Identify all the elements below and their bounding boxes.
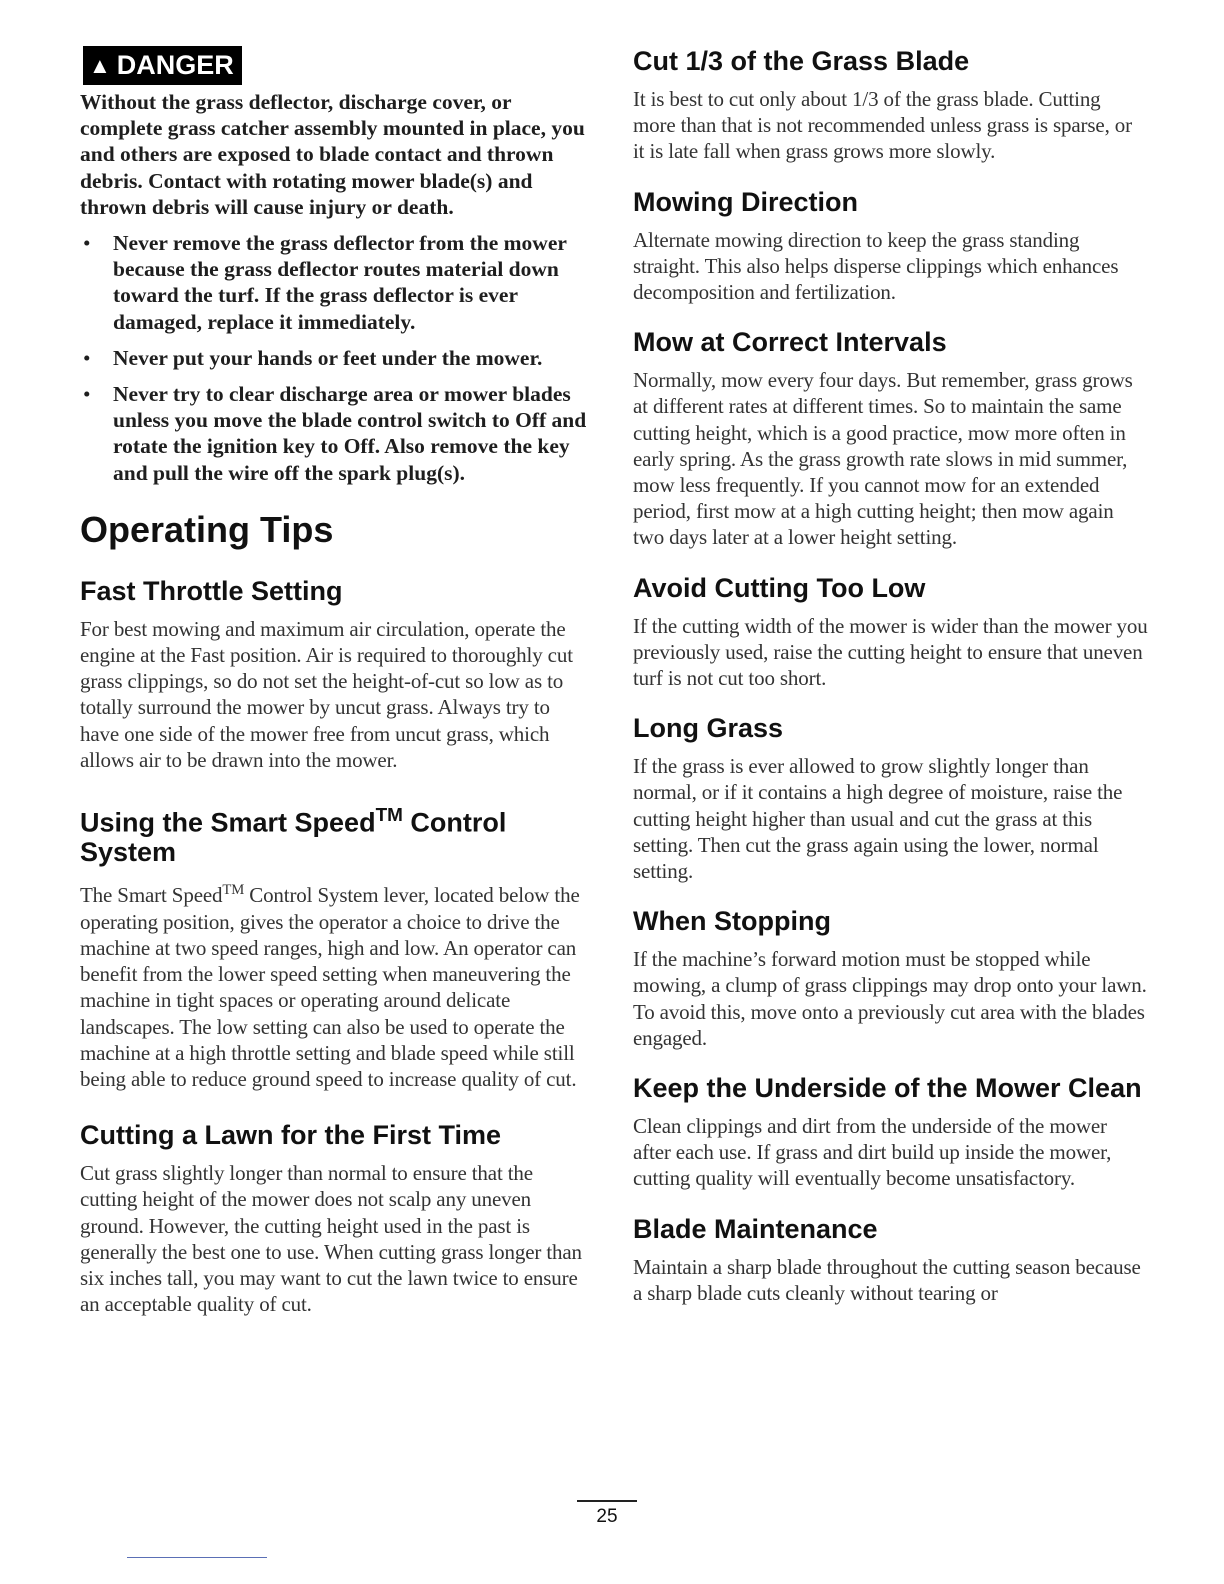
page-title: Operating Tips (80, 508, 334, 550)
danger-bullet: • Never put your hands or feet under the mower. (83, 345, 543, 370)
bottom-divider (127, 1557, 267, 1558)
section-body-mowing-direction: Alternate mowing direction to keep the grass standing straight. This also helps disperse clippings which enhances decomposition and fertilization. (633, 227, 1119, 305)
section-heading-long-grass: Long Grass (633, 713, 784, 744)
section-body-blade-maintenance: Maintain a sharp blade throughout the cutting season because a sharp blade cuts cleanly without tearing or (633, 1254, 1141, 1305)
section-heading-when-stopping: When Stopping (633, 906, 831, 937)
section-heading-mow-intervals: Mow at Correct Intervals (633, 327, 947, 358)
bullet-icon: • (83, 382, 91, 407)
section-heading-avoid-cutting-low: Avoid Cutting Too Low (633, 572, 926, 603)
section-heading-cut-one-third: Cut 1/3 of the Grass Blade (633, 46, 970, 76)
danger-bullet: • Never remove the grass deflector from the mower because the grass deflector routes material down toward the turf. If the grass deflector is ever damaged, replace it immediately. (83, 231, 567, 334)
danger-intro: Without the grass deflector, discharge cover, or complete grass catcher assembly mounted in place, you and others are exposed to blade contact and thrown debris. Contact with rotating mower blade(s) and thrown debris will cause injury or death. (80, 90, 585, 219)
danger-bullet: • Never try to clear discharge area or mower blades unless you move the blade control switch to Off and rotate the ignition key to Off. Also remove the key and pull the wire off the spark plug(s). (83, 382, 587, 485)
trademark-mark: TM (375, 805, 403, 827)
section-body-first-time: Cut grass slightly longer than normal to ensure that the cutting height of the mower does not scalp any uneven ground. However, the cutting height used in the past is generally the best one to use. When cutting grass longer than six inches tall, you may want to cut the lawn twice to ensure an acceptable quality of cut. (80, 1161, 582, 1317)
section-body-avoid-cutting-low: If the cutting width of the mower is wider than the mower you previously used, raise the cutting height to ensure that uneven turf is not cut too short. (633, 613, 1148, 691)
section-body-underside-clean: Clean clippings and dirt from the underside of the mower after each use. If grass and dirt build up inside the mower, cutting quality will eventually become unsatisfactory. (633, 1114, 1112, 1191)
section-heading-underside-clean: Keep the Underside of the Mower Clean (633, 1073, 1142, 1104)
danger-label: DANGER (116, 50, 234, 80)
left-column (80, 46, 592, 1317)
section-body-cut-one-third: It is best to cut only about 1/3 of the grass blade. Cutting more than that is not recommended unless grass is sparse, or it is late fall when grass grows more slowly. (633, 87, 1132, 164)
footer-divider (577, 1500, 637, 1502)
warning-triangle-icon: ▲ (89, 53, 111, 78)
bullet-icon: • (83, 231, 91, 256)
section-body-when-stopping: If the machine’s forward motion must be stopped while mowing, a clump of grass clippings may drop onto your lawn. To avoid this, move onto a previously cut area with the blades engaged. (633, 947, 1147, 1050)
section-body-long-grass: If the grass is ever allowed to grow slightly longer than normal, or if it contains a high degree of moisture, raise the cutting height higher than usual and cut the grass at this setting. Then cut the grass again using the lower, normal setting. (633, 754, 1123, 884)
danger-bullet-list (80, 230, 592, 486)
section-heading-smart-speed: Using the Smart Speed™ Control System (80, 805, 507, 868)
right-column (633, 46, 1148, 1306)
page-number: 25 (596, 1506, 618, 1527)
section-heading-fast-throttle: Fast Throttle Setting (80, 575, 343, 606)
section-heading-mowing-direction: Mowing Direction (633, 186, 858, 217)
danger-warning (80, 89, 592, 486)
section-heading-first-time: Cutting a Lawn for the First Time (80, 1120, 502, 1151)
section-body-smart-speed: The Smart Speed™ Control System lever, located below the operating position, gives the operator a choice to drive the machine at two speed ranges, high and low. An operator can benefit from the lower speed setting when maneuvering the machine in tight spaces or operating around delicate landscapes. The low setting can also be used to operate the machine at a high throttle setting and blade speed while still being able to reduce ground speed to increase quality of cut. (80, 882, 580, 1091)
trademark-mark: TM (222, 882, 245, 899)
bullet-icon: • (83, 345, 91, 370)
section-body-mow-intervals: Normally, mow every four days. But remember, grass grows at different rates at different times. So to maintain the same cutting height, which is a good practice, mow more often in early spring. As the grass growth rate slows in mid summer, mow less frequently. If you cannot mow for an extended period, first mow at a high cutting height; then mow again two days later at a lower height setting. (633, 368, 1133, 550)
danger-badge (83, 46, 242, 85)
section-heading-blade-maintenance: Blade Maintenance (633, 1213, 878, 1244)
section-body-fast-throttle: For best mowing and maximum air circulation, operate the engine at the Fast position. Air is required to thoroughly cut grass clippings, so do not set the height-of-cut so low as to totally surround the mower by uncut grass. Always try to have one side of the mower free from uncut grass, which allows air to be drawn into the mower. (80, 616, 573, 772)
